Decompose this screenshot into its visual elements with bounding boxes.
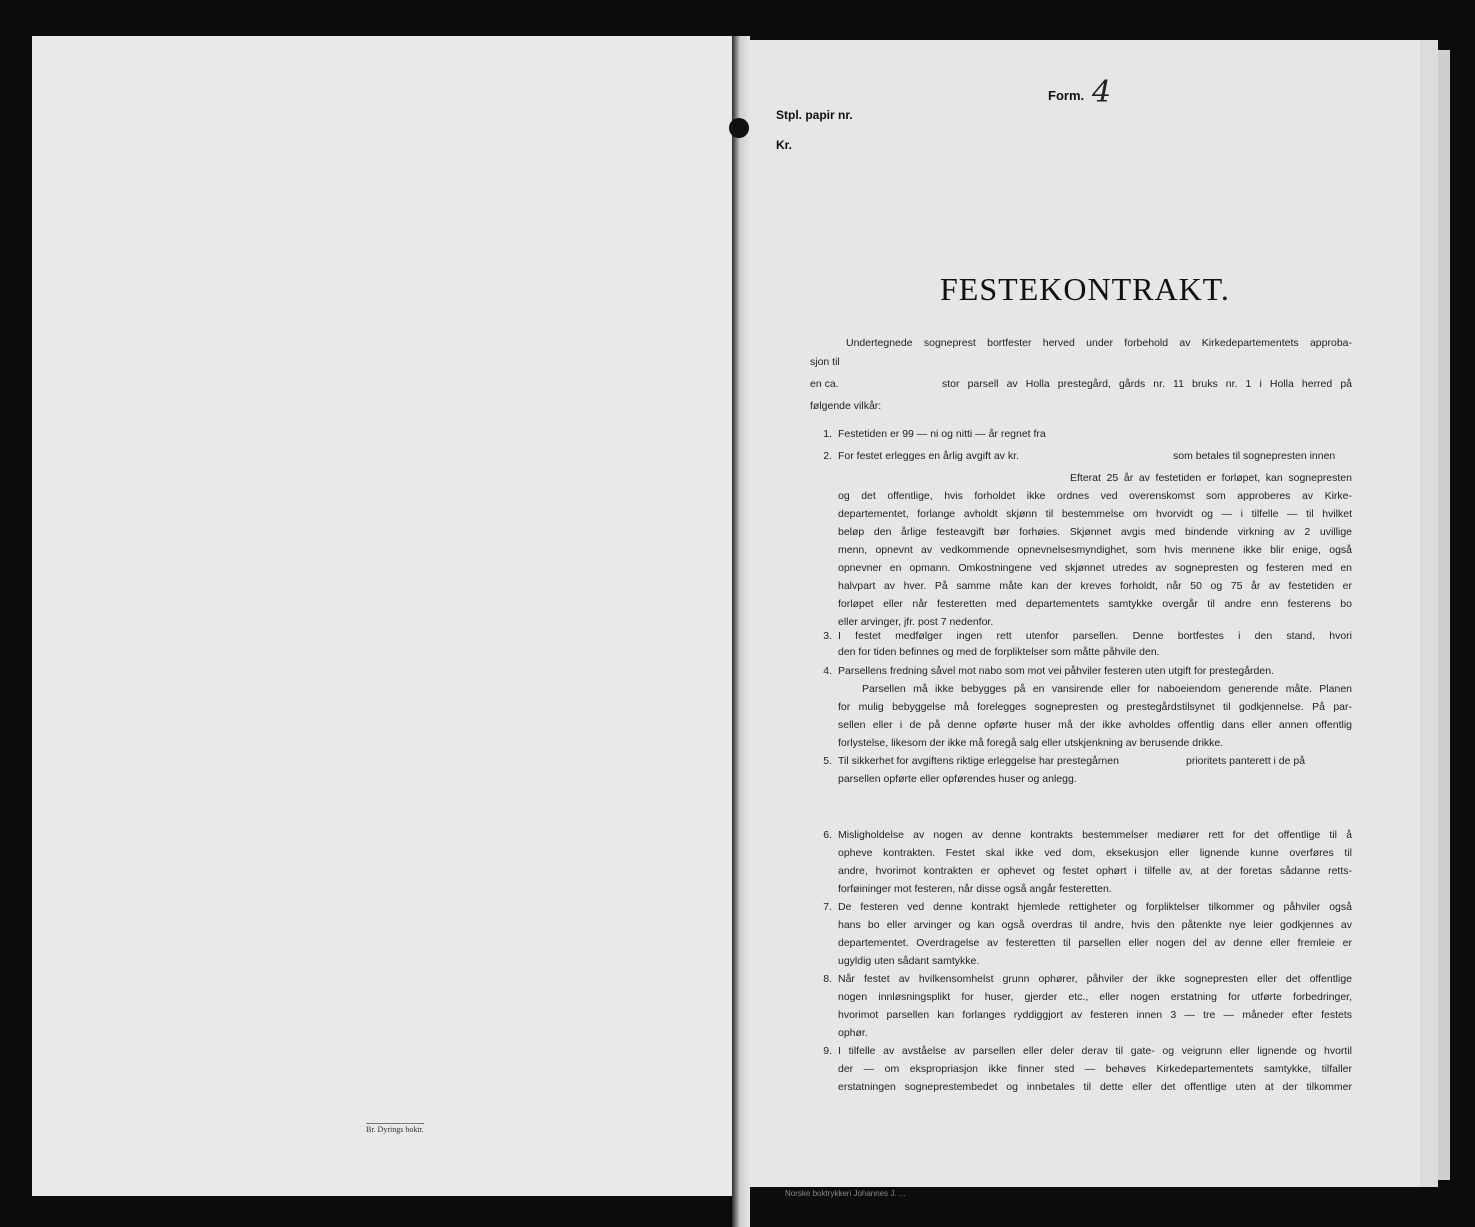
printer-imprint-left: Br. Dyrings boktr. (366, 1125, 424, 1134)
clause-line: I festet medfølger ingen rett utenfor parsellen. Denne bortfestes i den stand, hvori (838, 630, 1352, 642)
clause-line: erstatningen sogneprestembedet og innbetales til dette eller det offentlige uten at der tilkommer (838, 1081, 1352, 1093)
clause-line: prioritets panterett i de på (1186, 755, 1306, 767)
kr-label: Kr. (776, 138, 793, 152)
clause-line: Parsellen må ikke bebygges på en vansirende eller for naboeiendom generende måte. Planen (862, 683, 1352, 695)
clause-number: 5. (823, 755, 832, 767)
clause-line: Misligholdelse av nogen av denne kontrakts bestemmelser mediører rett for det offentlige til å (838, 829, 1352, 841)
clause-number: 6. (823, 829, 832, 841)
clause-line: Når festet av hvilkensomhelst grunn ophører, påhviler der ikke sognepresten eller det offentlige (838, 973, 1352, 985)
clause-line: sellen eller i de på denne opførte huser må der ikke avholdes offentlig dans eller annen offentlig (838, 719, 1352, 731)
clause-line: og det offentlige, hvis forholdet ikke ordnes ved overenskomst som approberes av Kirke- (838, 490, 1352, 502)
clause-line: beløp den årlige festeavgift bør forhøies. Skjønnet avgis med bindende virkning av 2 uvillige (838, 526, 1352, 538)
clause-number: 2. (823, 450, 832, 462)
clause-number: 9. (823, 1045, 832, 1057)
clause-line: halvpart av hver. På samme måte kan der kreves forholdt, når 50 og 75 år av festetiden er (838, 580, 1352, 592)
clause-line: departementet, forlange avholdt skjønn til bestemmelse om hvorvidt og — i tilfelle — til hvilket (838, 508, 1352, 520)
clause-number: 7. (823, 901, 832, 913)
clause-line: ophør. (838, 1027, 868, 1039)
binder-hole (729, 118, 749, 138)
clause-line: forføininger mot festeren, når disse også angår festeretten. (838, 883, 1112, 895)
clause-line: departementet. Overdragelse av festeretten til parsellen eller nogen del av denne eller fremleie er (838, 937, 1352, 949)
clause-number: 3. (823, 630, 832, 642)
clause-line: den for tiden befinnes og med de forpliktelser som måtte påhvile den. (838, 646, 1160, 658)
clause-line: hvorimot parsellen kan forlanges ryddiggjort av festeren innen 3 — tre — måneder efter festets (838, 1009, 1352, 1021)
page-edge (1420, 40, 1438, 1187)
clause-line: parsellen opførte eller opførendes huser og anlegg. (838, 773, 1077, 785)
intro-line: følgende vilkår: (810, 400, 882, 412)
clause-line: ugyldig uten sådant samtykke. (838, 955, 980, 967)
clause-line: Parsellens fredning såvel mot nabo som mot vei påhviler festeren uten utgift for prestegården. (838, 665, 1274, 677)
clause-line: andre, hvorimot kontrakten er ophevet og festet ophørt i tilfelle av, at der foretas sådanne retts- (838, 865, 1352, 877)
form-label: Form. (1048, 88, 1085, 103)
intro-line: sjon til (810, 356, 840, 368)
clause-line: opnevner en opmann. Omkostningene ved skjønnet utredes av sognepresten og festeren med en (838, 562, 1352, 574)
clause-line: opheve kontrakten. Festet skal ikke ved dom, eksekusjon eller lignende kunne overføres til (838, 847, 1352, 859)
clause-line: forløpet eller når festeretten med departementets samtykke overgår til andre enn festerens bo (838, 598, 1352, 610)
binding-gutter (732, 36, 750, 1227)
intro-line: Undertegnede sogneprest bortfester herved under forbehold av Kirkedepartementets approba- (846, 337, 1352, 349)
clause-line: eller arvinger, jfr. post 7 nedenfor. (838, 616, 994, 628)
left-page-blank (32, 36, 732, 1196)
clause-number: 4. (823, 665, 832, 677)
clause-line: hans bo eller arvinger og kan også overdras til andre, hvis den påtenkte nye leier godkjennes av (838, 919, 1352, 931)
clause-line: forlystelse, likesom der ikke må foregå salg eller utskjenkning av berusende drikke. (838, 737, 1224, 749)
page-edge (1438, 50, 1450, 1180)
clause-line: De festeren ved denne kontrakt hjemlede rettigheter og forpliktelser tilkommer og påhviler også (838, 901, 1352, 913)
clause-line: Til sikkerhet for avgiftens riktige erleggelse har prestegårnen (838, 755, 1119, 767)
clause-line: menn, opnevnt av vedkommende opnevnelsesmyndighet, som hvis mennene ikke blir enige, også (838, 544, 1352, 556)
clause-line: Efterat 25 år av festetiden er forløpet, kan sognepresten (1070, 472, 1352, 484)
document-title: FESTEKONTRAKT. (940, 271, 1230, 307)
stamp-paper-label: Stpl. papir nr. (776, 108, 853, 122)
printer-imprint-right: Norske boktrykkeri Johannes J. ... (785, 1189, 906, 1198)
clause-line: for mulig bebyggelse må forelegges sognepresten og prestegårdstilsynet til godkjennelse. På par- (838, 701, 1352, 713)
clause-line: I tilfelle av avståelse av parsellen eller deler derav til gate- og veigrunn eller lignende og hvortil (838, 1045, 1352, 1057)
clause-line: Festetiden er 99 — ni og nitti — år regnet fra (838, 428, 1046, 440)
clause-number: 8. (823, 973, 832, 985)
clause-line: der — om ekspropriasjon ikke finner sted — behøves Kirkedepartementets samtykke, tilfaller (838, 1063, 1352, 1075)
clause-line: For festet erlegges en årlig avgift av kr. (838, 450, 1019, 462)
intro-en-ca: en ca. (810, 378, 839, 390)
clause-line: nogen innløsningsplikt for huser, gjerder etc., eller nogen erstatning for utførte forbedringer, (838, 991, 1352, 1003)
form-number-handwritten: 4 (1092, 75, 1112, 110)
clause-line: som betales til sognepresten innen (1173, 450, 1336, 462)
clause-number: 1. (823, 428, 832, 440)
intro-line: stor parsell av Holla prestegård, gårds nr. 11 bruks nr. 1 i Holla herred på (942, 378, 1352, 390)
